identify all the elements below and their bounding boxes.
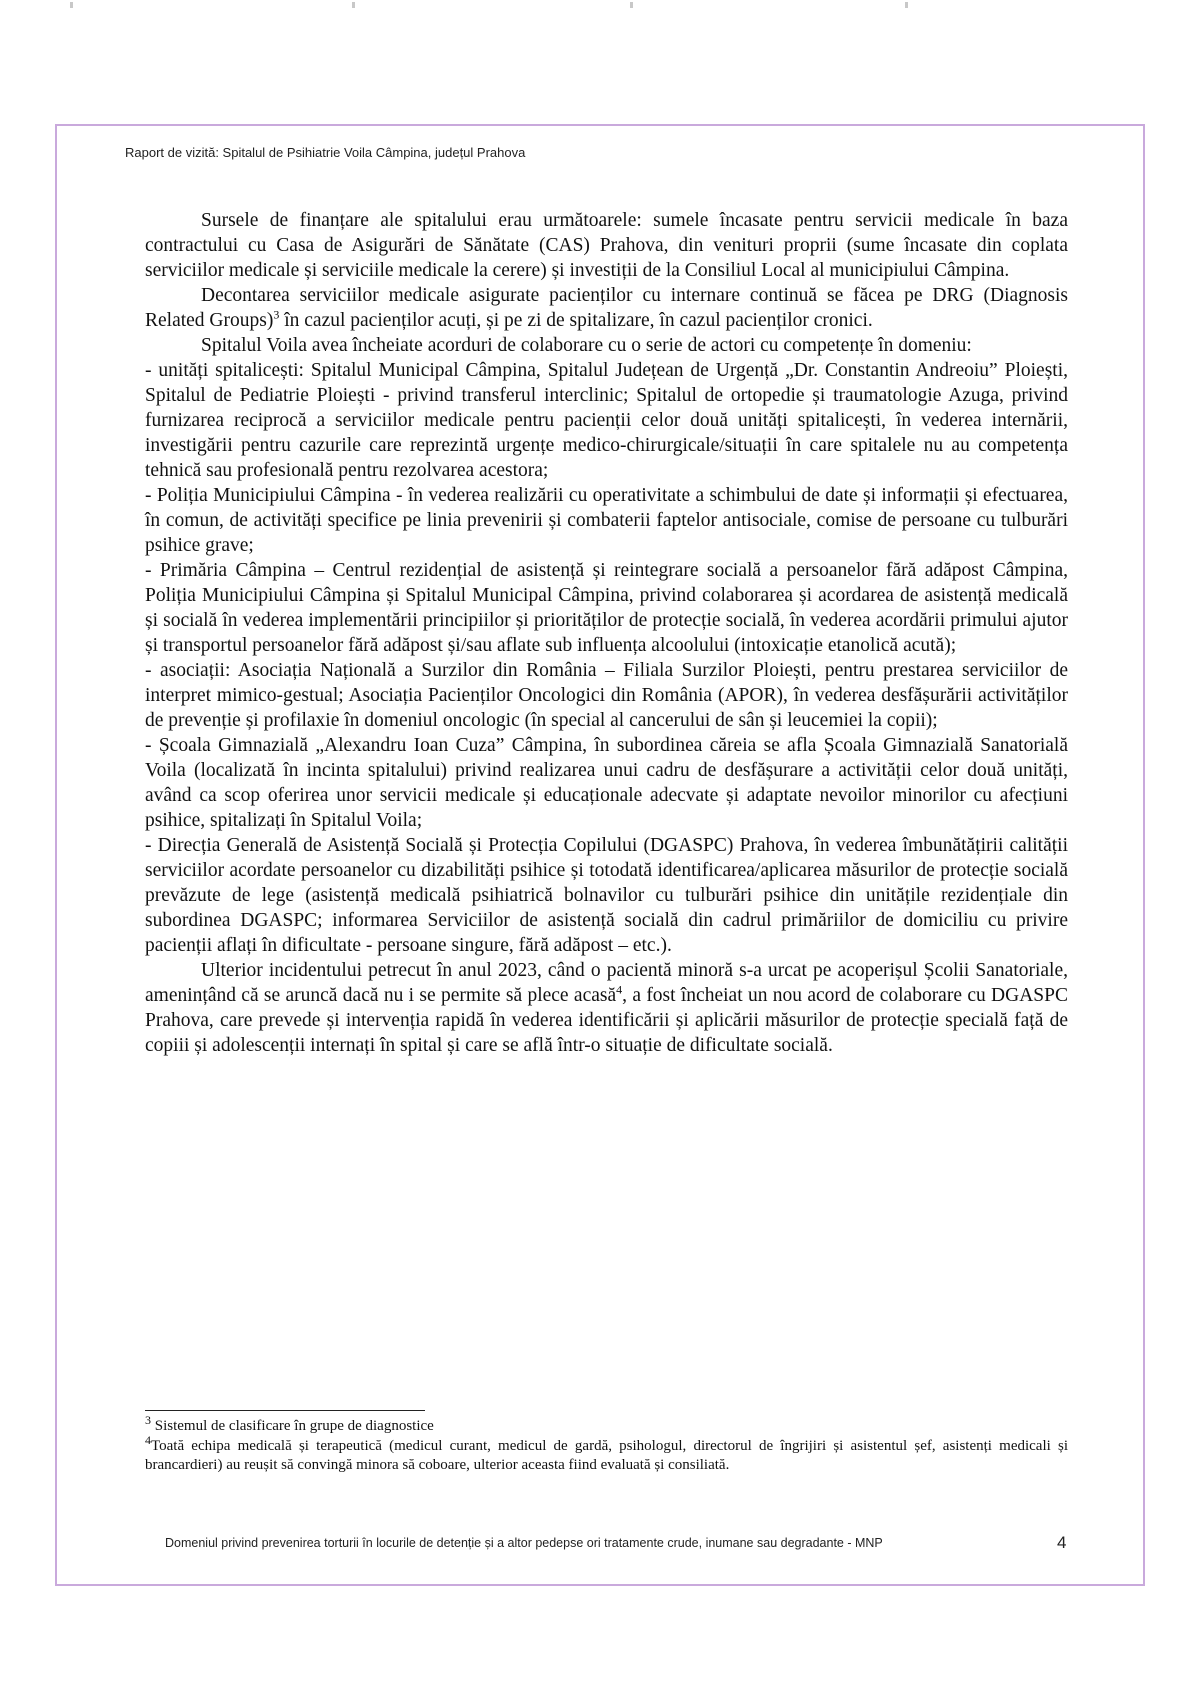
footnote-text: Sistemul de clasificare în grupe de diagnostice bbox=[151, 1418, 434, 1434]
paragraph-incident-text: Ulterior incidentului petrecut în anul 2023, când o pacientă minoră s-a urcat pe acoperișul Școlii Sanatoriale, amenințând că se aruncă dacă nu i se permite să plece acasă bbox=[145, 960, 1068, 1006]
paragraph-drg-text-cont: în cazul pacienților acuți, și pe zi de spitalizare, în cazul pacienților cronici. bbox=[279, 310, 873, 331]
paragraph-drg bbox=[145, 283, 1068, 333]
list-item: - Poliția Municipiului Câmpina - în vederea realizării cu operativitate a schimbului de date și informații și efectuarea, în comun, de activități specifice pe linia prevenirii și combaterii faptelor antisociale, comise de persoane cu tulburări psihice grave; bbox=[145, 485, 1068, 556]
scan-edge-marks bbox=[0, 0, 1200, 14]
paragraph-incident-text-cont: , a fost încheiat un nou acord de colaborare cu DGASPC Prahova, care prevede și intervenția rapidă în vederea identificării și aplicării măsurilor de protecție specială față de copiii și adolescenții internați în spital și care se află într-o situație de dificultate socială. bbox=[145, 985, 1068, 1056]
list-item: - Școala Gimnazială „Alexandru Ioan Cuza” Câmpina, în subordinea căreia se afla Școala Gimnazială Sanatorială Voila (localizată în incinta spitalului) privind realizarea unui cadru de desfășurare a activității celor două unități, având ca scop oferirea unor servicii medicale și educaționale adecvate și adaptate nevoilor minorilor cu afecțiuni psihice, spitalizați în Spitalul Voila; bbox=[145, 735, 1068, 831]
paragraph-financing: Sursele de finanțare ale spitalului erau următoarele: sumele încasate pentru servicii medicale în baza contractului cu Casa de Asigurări de Sănătate (CAS) Prahova, din venituri proprii (sume încasate din coplata serviciilor medicale și serviciile medicale la cerere) și investiții de la Consiliul Local al municipiului Câmpina. bbox=[145, 210, 1068, 281]
footnote-3 bbox=[145, 1413, 1068, 1437]
list-item: - Primăria Câmpina – Centrul rezidențial de asistență și reintegrare socială a persoanelor fără adăpost Câmpina, Poliția Municipiului Câmpina și Spitalul Municipal Câmpina, privind colaborarea și acordarea de asistență medicală și socială în vederea implementării principiilor și priorităților de protecție socială, în vederea acordării primului ajutor și transportul persoanelor fără adăpost și/sau aflate sub influența alcoolului (intoxicație etanolică acută); bbox=[145, 560, 1068, 656]
list-item: - Direcția Generală de Asistență Socială și Protecția Copilului (DGASPC) Prahova, în vederea îmbunătățirii calității serviciilor acordate persoanelor cu dizabilități psihice și totodată identificarea/aplicarea măsurilor de protecție socială prevăzute de lege (asistență medicală psihiatrică bolnavilor cu tulburări psihice din unitățile rezidențiale din subordinea DGASPC; informarea Serviciilor de asistență socială din cadrul primăriilor de domiciliu cu privire pacienții aflați în dificultate - persoane singure, fără adăpost – etc.). bbox=[145, 835, 1068, 956]
footnote-ref-3: 3 bbox=[273, 307, 280, 322]
paragraph-agreements-intro: Spitalul Voila avea încheiate acorduri de colaborare cu o serie de actori cu competențe în domeniu: bbox=[201, 335, 972, 356]
running-header: Raport de vizită: Spitalul de Psihiatrie Voila Câmpina, județul Prahova bbox=[125, 145, 526, 160]
paragraph-drg-text: Decontarea serviciilor medicale asigurate pacienților cu internare continuă se făcea pe DRG (Diagnosis Related Groups) bbox=[145, 285, 1068, 331]
report-body bbox=[145, 208, 1068, 1058]
footnote-mark: 4 bbox=[145, 1432, 151, 1447]
footnote-mark: 3 bbox=[145, 1413, 151, 1427]
list-item: - unități spitalicești: Spitalul Municipal Câmpina, Spitalul Județean de Urgență „Dr. Constantin Andreoiu” Ploiești, Spitalul de Pediatrie Ploiești - privind transferul interclinic; Spitalul de ortopedie și traumatologie Azuga, privind furnizarea reciprocă a serviciilor medicale pentru pacienții celor două unități spitalicești, în vederea internării, investigării pentru cazurile care reprezintă urgențe medico-chirurgicale/situații în care spitalele nu au competența tehnică sau profesională pentru rezolvarea acestora; bbox=[145, 360, 1068, 481]
page-number: 4 bbox=[1057, 1533, 1067, 1552]
footnote-separator bbox=[145, 1410, 425, 1411]
footnotes bbox=[145, 1413, 1068, 1476]
footnote-ref-4: 4 bbox=[616, 982, 623, 997]
footnote-4 bbox=[145, 1432, 1068, 1476]
footnote-text: Toată echipa medicală și terapeutică (medicul curant, medicul de gardă, psihologul, directorul de îngrijiri și asistentul șef, asistenți medicali și brancardieri) au reușit să convingă minora să coboare, ulterior aceasta fiind evaluată și consiliată. bbox=[145, 1437, 1068, 1473]
running-footer: Domeniul privind prevenirea torturii în locurile de detenție și a altor pedepse ori tratamente crude, inumane sau degradante - MNP bbox=[165, 1536, 883, 1550]
paragraph-incident bbox=[145, 958, 1068, 1058]
list-item: - asociații: Asociația Națională a Surzilor din România – Filiala Surzilor Ploiești, pentru prestarea serviciilor de interpret mimico-gestual; Asociația Pacienților Oncologici din România (APOR), în vederea desfășurării activităților de prevenție și profilaxie în domeniul oncologic (în special al cancerului de sân și leucemiei la copii); bbox=[145, 660, 1068, 731]
